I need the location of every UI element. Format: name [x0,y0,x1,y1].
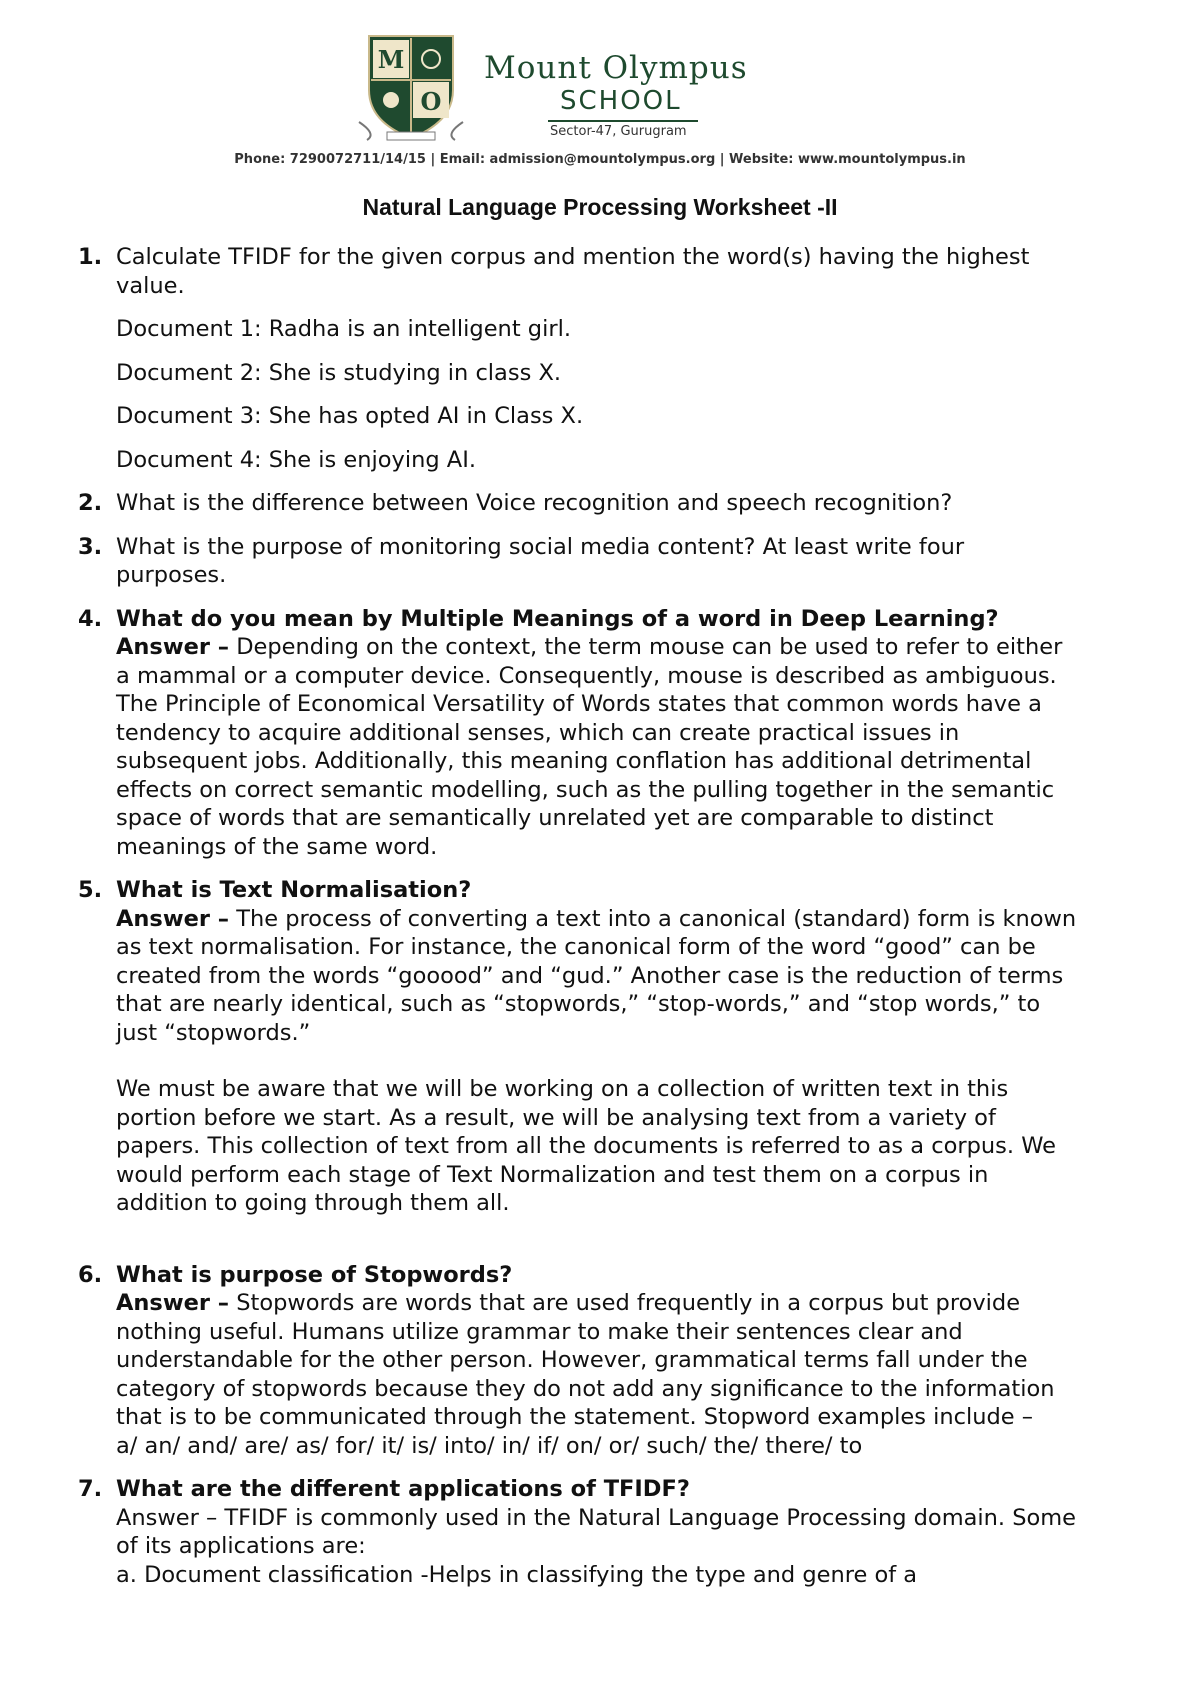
question-number: 7. [78,1476,103,1502]
document-4: Document 4: She is enjoying AI. [116,446,476,473]
brand-divider [548,120,698,122]
school-brand [484,50,784,145]
answer-label: Answer – [116,634,230,660]
crest-letter-o: O [420,87,442,116]
question-7 [78,1475,1078,1589]
question-text: What is the purpose of monitoring social media content? At least write four purposes. [116,533,965,588]
question-number: 6. [78,1261,103,1288]
school-crest-logo [357,30,465,142]
document-3: Document 3: She has opted AI in Class X. [116,403,584,429]
question-number: 2. [78,490,103,516]
school-location: Sector-47, Gurugram [550,124,687,139]
question-text: What is the difference between Voice recognition and speech recognition? [116,490,953,516]
document-2: Document 2: She is studying in class X. [116,359,562,386]
question-1 [78,243,1078,474]
answer-paragraph [116,905,1078,1048]
answer-label: Answer – [116,905,230,932]
answer-text: Depending on the context, the term mouse can be used to refer to either a mammal or a computer device. Consequently, mouse is described as ambiguous. The Principle of Economical Versatility of Words states that common words have a tendency to acquire additional senses, which can create practical issues in subsequent jobs. Additionally, this meaning conflation has additional detrimental effects on correct semantic modelling, such as the pulling together in the semantic space of words that are semantically unrelated yet are comparable to distinct meanings of the same word. [116,634,1063,860]
application-point-a: a. Document classification -Helps in classifying the type and genre of a [116,1561,918,1588]
worksheet-title: Natural Language Processing Worksheet -II [362,194,838,220]
contact-line: Phone: 7290072711/14/15 | Email: admission@mountolympus.org | Website: www.mountolympus.in [234,152,966,167]
stopword-examples: a/ an/ and/ are/ as/ for/ it/ is/ into/ in/ if/ on/ or/ such/ the/ there/ to [116,1432,863,1459]
question-number: 4. [78,605,103,632]
school-name-sub: SCHOOL [560,86,682,116]
answer-text: The process of converting a text into a canonical (standard) form is known as text normalisation. For instance, the canonical form of the word “good” can be created from the words “gooood” and “gud.” Another case is the reduction of terms that are nearly identical, such as “stopwords,” “stop-words,” and “stop words,” to just “stopwords.” [116,905,1077,1046]
question-text: Calculate TFIDF for the given corpus and mention the word(s) having the highest value. [116,244,1030,299]
question-2 [78,489,1078,518]
question-4 [78,605,1078,862]
document-1: Document 1: Radha is an intelligent girl. [116,316,571,342]
answer-extra-paragraph: We must be aware that we will be working on a collection of written text in this portion before we start. As a result, we will be analysing text from a variety of papers. This collection of text from all the documents is referred to as a corpus. We would perform each stage of Text Normalization and test them on a corpus in addition to going through them all. [116,1076,1056,1216]
question-text: What do you mean by Multiple Meanings of a word in Deep Learning? [116,605,999,632]
question-3 [78,533,1078,590]
question-number: 5. [78,877,103,903]
question-text: What is purpose of Stopwords? [116,1261,513,1288]
paragraph-gap [116,1047,1078,1075]
question-text: What are the different applications of TFIDF? [116,1476,690,1502]
question-number: 3. [78,533,103,560]
school-name: Mount Olympus [484,50,748,86]
question-6 [78,1261,1078,1461]
answer-label: Answer – [116,1290,230,1316]
question-number: 1. [78,244,103,270]
answer-text: Stopwords are words that are used frequently in a corpus but provide nothing useful. Humans utilize grammar to make their sentences clear and understandable for the other person. However, grammatical terms fall under the category of stopwords because they do not add any significance to the information that is to be communicated through the statement. Stopword examples include – [116,1290,1055,1430]
answer-paragraph [116,633,1078,861]
answer-paragraph [116,1289,1078,1432]
question-text: What is Text Normalisation? [116,877,472,903]
question-5 [78,876,1078,1246]
answer-paragraph: Answer – TFIDF is commonly used in the Natural Language Processing domain. Some of its applications are: [116,1504,1077,1559]
crest-letter-m: M [377,45,405,74]
question-list [78,243,1078,1604]
paragraph-gap [116,1218,1078,1246]
